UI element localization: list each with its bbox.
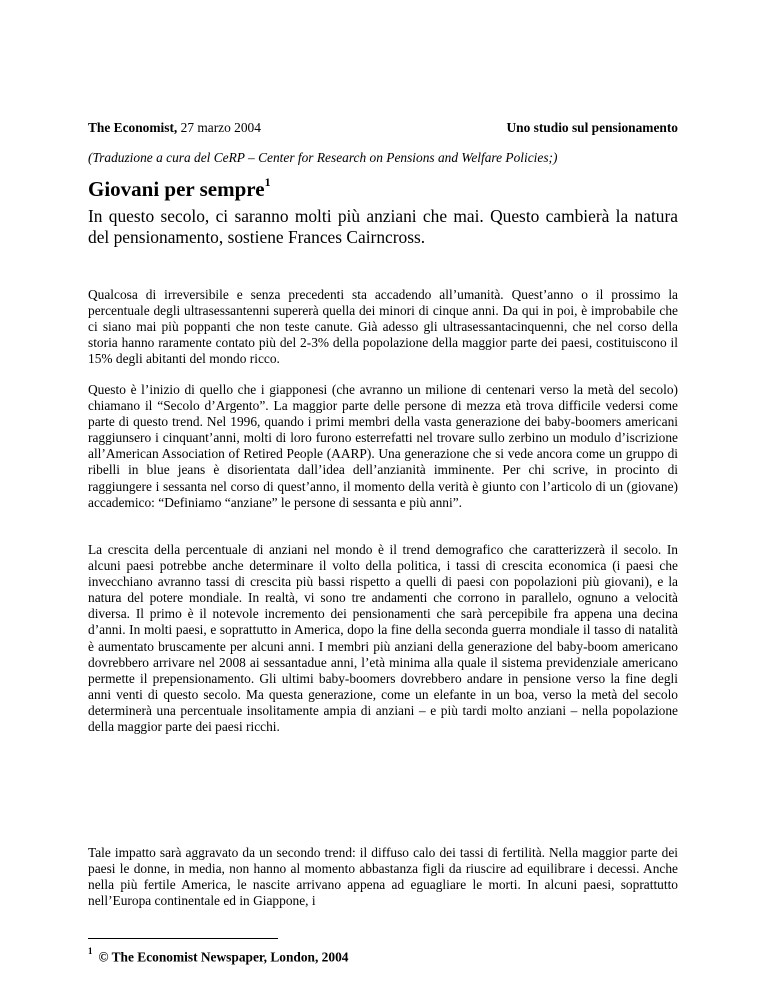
body-paragraph: Tale impatto sarà aggravato da un secondo trend: il diffuso calo dei tassi di fertilità. Nella maggior parte dei paesi le donne, in media, non hanno al momento abbastanza figli da riuscire ad equilibrare i decessi. Anche nella più fertile America, le nascite arrivano appena ad eguagliare le morti. In alcuni paesi, soprattutto nell’Europa continentale ed in Giappone, i (88, 845, 678, 909)
body-paragraph: La crescita della percentuale di anziani nel mondo è il trend demografico che caratterizzerà il secolo. In alcuni paesi potrebbe anche determinare il volto della politica, i tassi di crescita economica (i paesi che invecchiano avranno tassi di crescita più bassi rispetto a quelli di paesi con popolazioni più giovani), e la natura del potere mondiale. In realtà, vi sono tre andamenti che corrono in parallelo, ognuno a velocità diversa. Il primo è il notevole incremento dei pensionamenti che sarà percepibile fra appena una decina d’anni. In molti paesi, e soprattutto in America, dopo la fine della seconda guerra mondiale il tasso di natalità è aumentato bruscamente per alcuni anni. I membri più anziani della generazione del baby-boom americano dovrebbero arrivare nel 2008 ai sessantadue anni, l’età minima alla quale il sistema previdenziale americano permette il prepensionamento. Gli ultimi baby-boomers dovrebbero andare in pensione verso la fine degli anni venti di questo secolo. Ma questa generazione, come un elefante in un boa, verso la metà del secolo determinerà una percentuale insolitamente ampia di anziani – e più tardi molto anziani – nella popolazione della maggior parte dei paesi ricchi. (88, 542, 678, 735)
publication-date: 27 marzo 2004 (177, 120, 261, 135)
translation-note: (Traduzione a cura del CeRP – Center for Research on Pensions and Welfare Policies;) (88, 150, 558, 165)
article-title-text: Giovani per sempre (88, 177, 265, 201)
header-source (88, 120, 261, 136)
header (88, 120, 678, 136)
header-subject: Uno studio sul pensionamento (506, 120, 678, 135)
footnote-divider (88, 938, 278, 939)
footnote (88, 945, 348, 965)
body-paragraph: Questo è l’inizio di quello che i giapponesi (che avranno un milione di centenari verso la metà del secolo) chiamano il “Secolo d’Argento”. La maggior parte delle persone di mezza età trova difficile vedersi come parte di questo trend. Nel 1996, quando i primi membri della vasta generazione dei baby-boomers americani raggiunsero i cinquant’anni, molti di loro furono esterrefatti nel trovare sullo zerbino un modulo d’iscrizione all’American Association of Retired People (AARP). Una generazione che si vede ancora come un gruppo di ribelli in blue jeans è disorientata dall’idea dell’anzianità imminente. Per chi scrive, in procinto di raggiungere i sessanta nel corso di quest’anno, il momento della verità è giunto con l’articolo di un (giovane) accademico: “Definiamo “anziane” le persone di sessanta e più anni”. (88, 382, 678, 510)
footnote-number: 1 (88, 946, 93, 956)
article-title (88, 170, 271, 203)
footnote-text: © The Economist Newspaper, London, 2004 (98, 949, 349, 965)
publication-name: The Economist, (88, 120, 178, 135)
article-lead: In questo secolo, ci saranno molti più anziani che mai. Questo cambierà la natura del pensionamento, sostiene Frances Cairncross. (88, 206, 678, 247)
body-paragraph: Qualcosa di irreversibile e senza precedenti sta accadendo all’umanità. Quest’anno o il prossimo la percentuale degli ultrasessantenni supererà quella dei minori di cinque anni. Da qui in poi, è improbabile che ci siano mai più poppanti che non teste canute. Già adesso gli ultrasessantacinquenni, che nel corso della storia hanno raramente contato più del 2-3% della popolazione della maggior parte dei paesi, costituiscono il 15% degli abitanti del mondo ricco. (88, 287, 678, 367)
title-footnote-ref: 1 (264, 175, 271, 189)
